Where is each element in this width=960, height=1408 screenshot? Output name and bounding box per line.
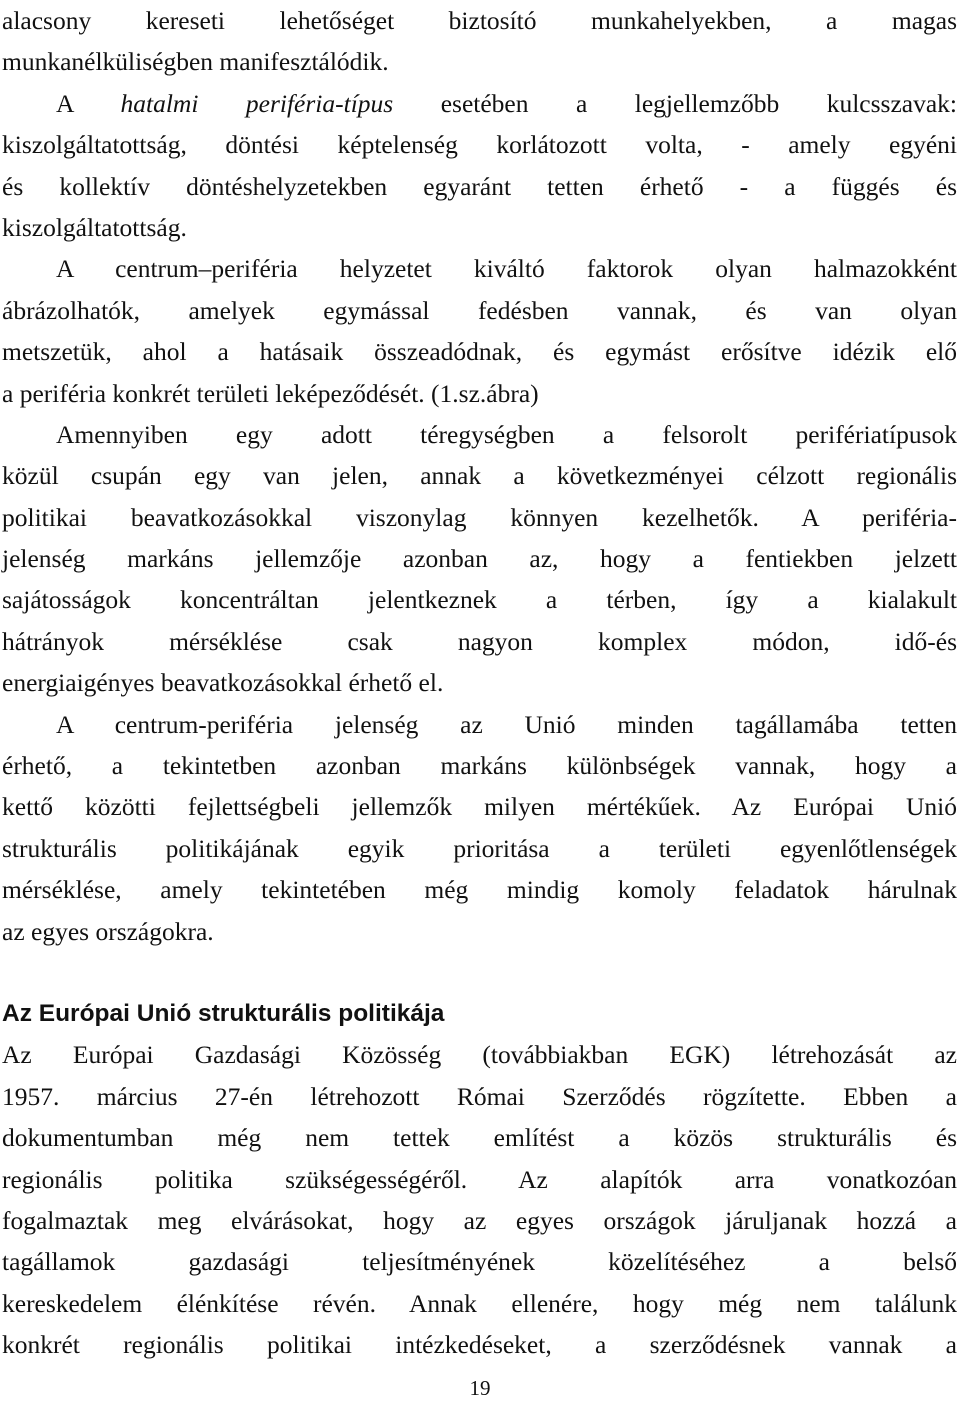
text-line: alacsony kereseti lehetőséget biztosító munkahelyekben, a magas [2, 6, 957, 35]
section-heading: Az Európai Unió strukturális politikája [2, 999, 445, 1027]
text-line: kiszolgáltatottság, döntési képtelenség korlátozott volta, - amely egyéni [2, 130, 957, 160]
text-line: sajátosságok koncentráltan jelentkeznek a térben, így a kialakult [2, 585, 957, 615]
text-line: kereskedelem élénkítése révén. Annak ellenére, hogy még nem találunk [2, 1288, 957, 1318]
text-line: Az Európai Gazdasági Közösség (továbbiakban EGK) létrehozását az [2, 1040, 957, 1070]
paragraph-amennyiben [2, 414, 957, 704]
text-line: kiszolgáltatottság. [2, 212, 187, 242]
text-line: a periféria konkrét területi leképeződését. (1.sz.ábra) [2, 378, 539, 408]
italic-term: hatalmi periféria-típus [120, 88, 394, 118]
text-line: energiaigényes beavatkozásokkal érhető el. [2, 668, 444, 698]
paragraph-continuation [2, 0, 957, 83]
text-line: és kollektív döntéshelyzetekben egyaránt tetten érhető - a függés és [2, 171, 957, 201]
document-page [2, 0, 957, 1366]
text-line: fogalmaztak meg elvárásokat, hogy az egyes országok járuljanak hozzá a [2, 1205, 957, 1235]
paragraph-egk [2, 1034, 957, 1365]
text-line: Amennyiben egy adott téregységben a felsorolt perifériatípusok [56, 419, 957, 449]
text-line: mérséklése, amely tekintetében még mindig komoly feladatok hárulnak [2, 875, 957, 905]
text-line: kettő közötti fejlettségbeli jellemzők milyen mértékűek. Az Európai Unió [2, 792, 957, 822]
page-number: 19 [469, 1376, 491, 1400]
text-line: politikai beavatkozásokkal viszonylag könnyen kezelhetők. A periféria- [2, 502, 957, 532]
text-line-with-italic: A hatalmi periféria-típus esetében a legjellemzőbb kulcsszavak: [56, 88, 957, 118]
section-heading-block [2, 993, 957, 1034]
text-line: érhető, a tekintetben azonban markáns különbségek vannak, hogy a [2, 751, 957, 781]
text-line: munkanélküliségben manifesztálódik. [2, 47, 389, 77]
paragraph-unio-tagallamai [2, 704, 957, 952]
text-line: 1957. március 27-én létrehozott Római Szerződés rögzítette. Ebben a [2, 1081, 957, 1111]
text-line: az egyes országokra. [2, 916, 214, 946]
text-line: regionális politika szükségességéről. Az alapítók arra vonatkozóan [2, 1164, 957, 1194]
paragraph-hatalmi-periferia [2, 83, 957, 249]
text-line: metszetük, ahol a hatásaik összeadódnak, és egymást erősítve idézik elő [2, 337, 957, 367]
text-line: hátrányok mérséklése csak nagyon komplex módon, idő-és [2, 626, 957, 656]
text-line: közül csupán egy van jelen, annak a következményei célzott regionális [2, 461, 957, 491]
text-line: A centrum-periféria jelenség az Unió minden tagállamába tetten [56, 709, 957, 739]
paragraph-centrum-periferia-faktorok [2, 248, 957, 414]
text-line: tagállamok gazdasági teljesítményének közelítéséhez a belső [2, 1247, 957, 1277]
text-line: dokumentumban még nem tettek említést a közös strukturális és [2, 1123, 957, 1153]
text-line: A centrum–periféria helyzetet kiváltó faktorok olyan halmazokként [56, 254, 957, 284]
text-line: jelenség markáns jellemzője azonban az, hogy a fentiekben jelzett [2, 544, 957, 574]
section-spacer [2, 952, 957, 993]
text-line: strukturális politikájának egyik prioritása a területi egyenlőtlenségek [2, 833, 957, 863]
text-line: ábrázolhatók, amelyek egymással fedésben vannak, és van olyan [2, 295, 957, 325]
text-line: konkrét regionális politikai intézkedéseket, a szerződésnek vannak a [2, 1330, 957, 1360]
